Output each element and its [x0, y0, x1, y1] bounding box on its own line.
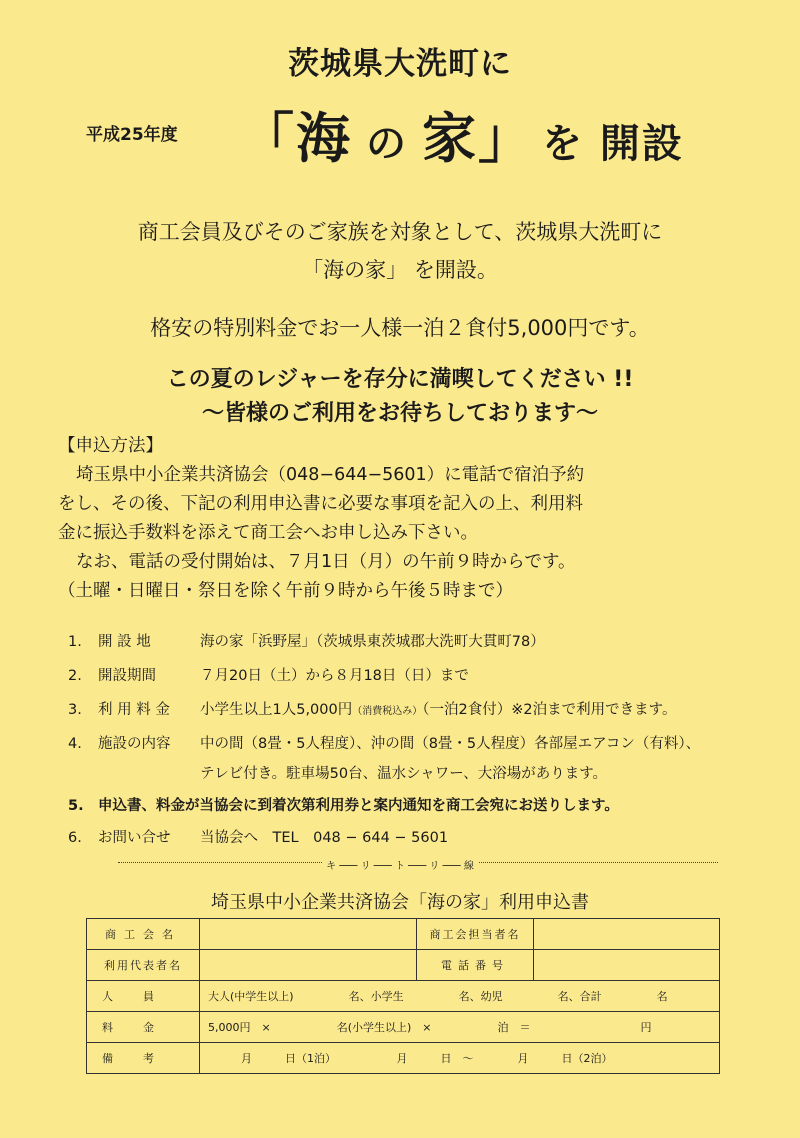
catch-line2: 〜皆様のご利用をお待ちしております〜 [201, 401, 598, 426]
apply-text-2: をし、その後、下記の利用申込書に必要な事項を記入の上、利用料 [58, 494, 583, 514]
cut-label-text: キ ─── リ ─── ト ─── リ ─── 線 [322, 861, 478, 872]
form-label-notes: 備考 [87, 1043, 200, 1074]
item-text: 中の間（8畳・5人程度）、沖の間（8畳・5人程度）各部屋エアコン（有料）、 [200, 736, 701, 752]
item-label: 開設期間 [98, 668, 156, 684]
form-label-chamber: 商工会名 [87, 919, 200, 950]
form-row-people [87, 981, 720, 1012]
item-text-2: （一泊2食付）※2泊まで利用できます。 [422, 702, 677, 718]
item-label: 施設の内容 [98, 736, 171, 752]
item-number: 4. [68, 736, 82, 752]
form-label-staff: 商工会担当者名 [417, 919, 534, 950]
form-label-fee: 料金 [87, 1012, 200, 1043]
intro-line2: 「海の家」 を開設。 [302, 258, 498, 282]
apply-text-1: 埼玉県中小企業共済協会（048−644−5601）に電話で宿泊予約 [76, 465, 585, 485]
info-item-location [68, 630, 545, 651]
form-field-fee[interactable]: 5,000円 × 名(小学生以上) × 泊 ＝ 円 [200, 1012, 720, 1043]
form-field-notes[interactable]: 月 日（1泊） 月 日 〜 月 日（2泊） [200, 1043, 720, 1074]
item-text: 当協会へ TEL 048 − 644 − 5601 [200, 830, 449, 846]
item-number: 6. [68, 830, 82, 846]
apply-heading: 【申込方法】 [58, 436, 163, 456]
main-title-ie: 家」 [422, 107, 534, 170]
info-item-facilities [68, 732, 700, 753]
apply-text-5: （土曜・日曜日・祭日を除く午前９時から午後５時まで） [58, 581, 513, 601]
form-field-chamber[interactable] [200, 919, 417, 950]
form-field-staff[interactable] [534, 919, 720, 950]
item-number: 2. [68, 668, 82, 684]
info-item-delivery [68, 794, 619, 815]
form-label-phone: 電話番号 [417, 950, 534, 981]
info-item-period [68, 664, 469, 685]
info-item-facilities-2: テレビ付き。駐車場50台、温水シャワー、大浴場があります。 [200, 766, 608, 782]
item-text: 海の家「浜野屋」（茨城県東茨城郡大洗町大貫町78） [200, 634, 545, 650]
item-label: 利 用 料 金 [98, 702, 170, 718]
info-item-fee [68, 698, 676, 719]
info-item-contact [68, 826, 448, 847]
item-number: 3. [68, 702, 82, 718]
tax-note: （消費税込み） [352, 706, 423, 717]
form-label-representative: 利用代表者名 [87, 950, 200, 981]
form-field-people[interactable]: 大人(中学生以上) 名、小学生 名、幼児 名、合計 名 [200, 981, 720, 1012]
catch-line1: この夏のレジャーを存分に満喫してください !! [166, 367, 634, 392]
item-text: ７月20日（土）から８月18日（日）まで [200, 668, 469, 684]
form-field-phone[interactable] [534, 950, 720, 981]
apply-text-4: なお、電話の受付開始は、７月1日（月）の午前９時からです。 [76, 552, 576, 572]
form-row-representative [87, 950, 720, 981]
form-field-representative[interactable] [200, 950, 417, 981]
intro-line1: 商工会員及びそのご家族を対象として、茨城県大洗町に [137, 220, 663, 244]
main-title [240, 96, 684, 173]
main-title-no: の [366, 121, 408, 167]
form-row-fee [87, 1012, 720, 1043]
form-row-notes [87, 1043, 720, 1074]
item-number: 1. [68, 634, 82, 650]
main-title-umi: 「海 [240, 107, 352, 170]
apply-text-3: 金に振込手数料を添えて商工会へお申し込み下さい。 [58, 523, 478, 543]
form-title: 埼玉県中小企業共済協会「海の家」利用申込書 [211, 892, 589, 913]
cut-label [0, 857, 800, 872]
item-label: 開 設 地 [98, 634, 151, 650]
title-line1: 茨城県大洗町に [288, 46, 512, 82]
item-text: 申込書、料金が当協会に到着次第利用券と案内通知を商工会宛にお送りします。 [98, 798, 619, 814]
item-number: 5. [68, 798, 84, 814]
main-title-tail: を 開設 [542, 121, 684, 167]
form-row-chamber [87, 919, 720, 950]
application-form [86, 918, 720, 1074]
item-label: お問い合せ [98, 830, 171, 846]
fiscal-year: 平成25年度 [86, 125, 178, 145]
form-label-people: 人員 [87, 981, 200, 1012]
item-text: 小学生以上1人5,000円 [200, 702, 353, 718]
intro-price: 格安の特別料金でお一人様一泊２食付5,000円です。 [150, 316, 650, 340]
